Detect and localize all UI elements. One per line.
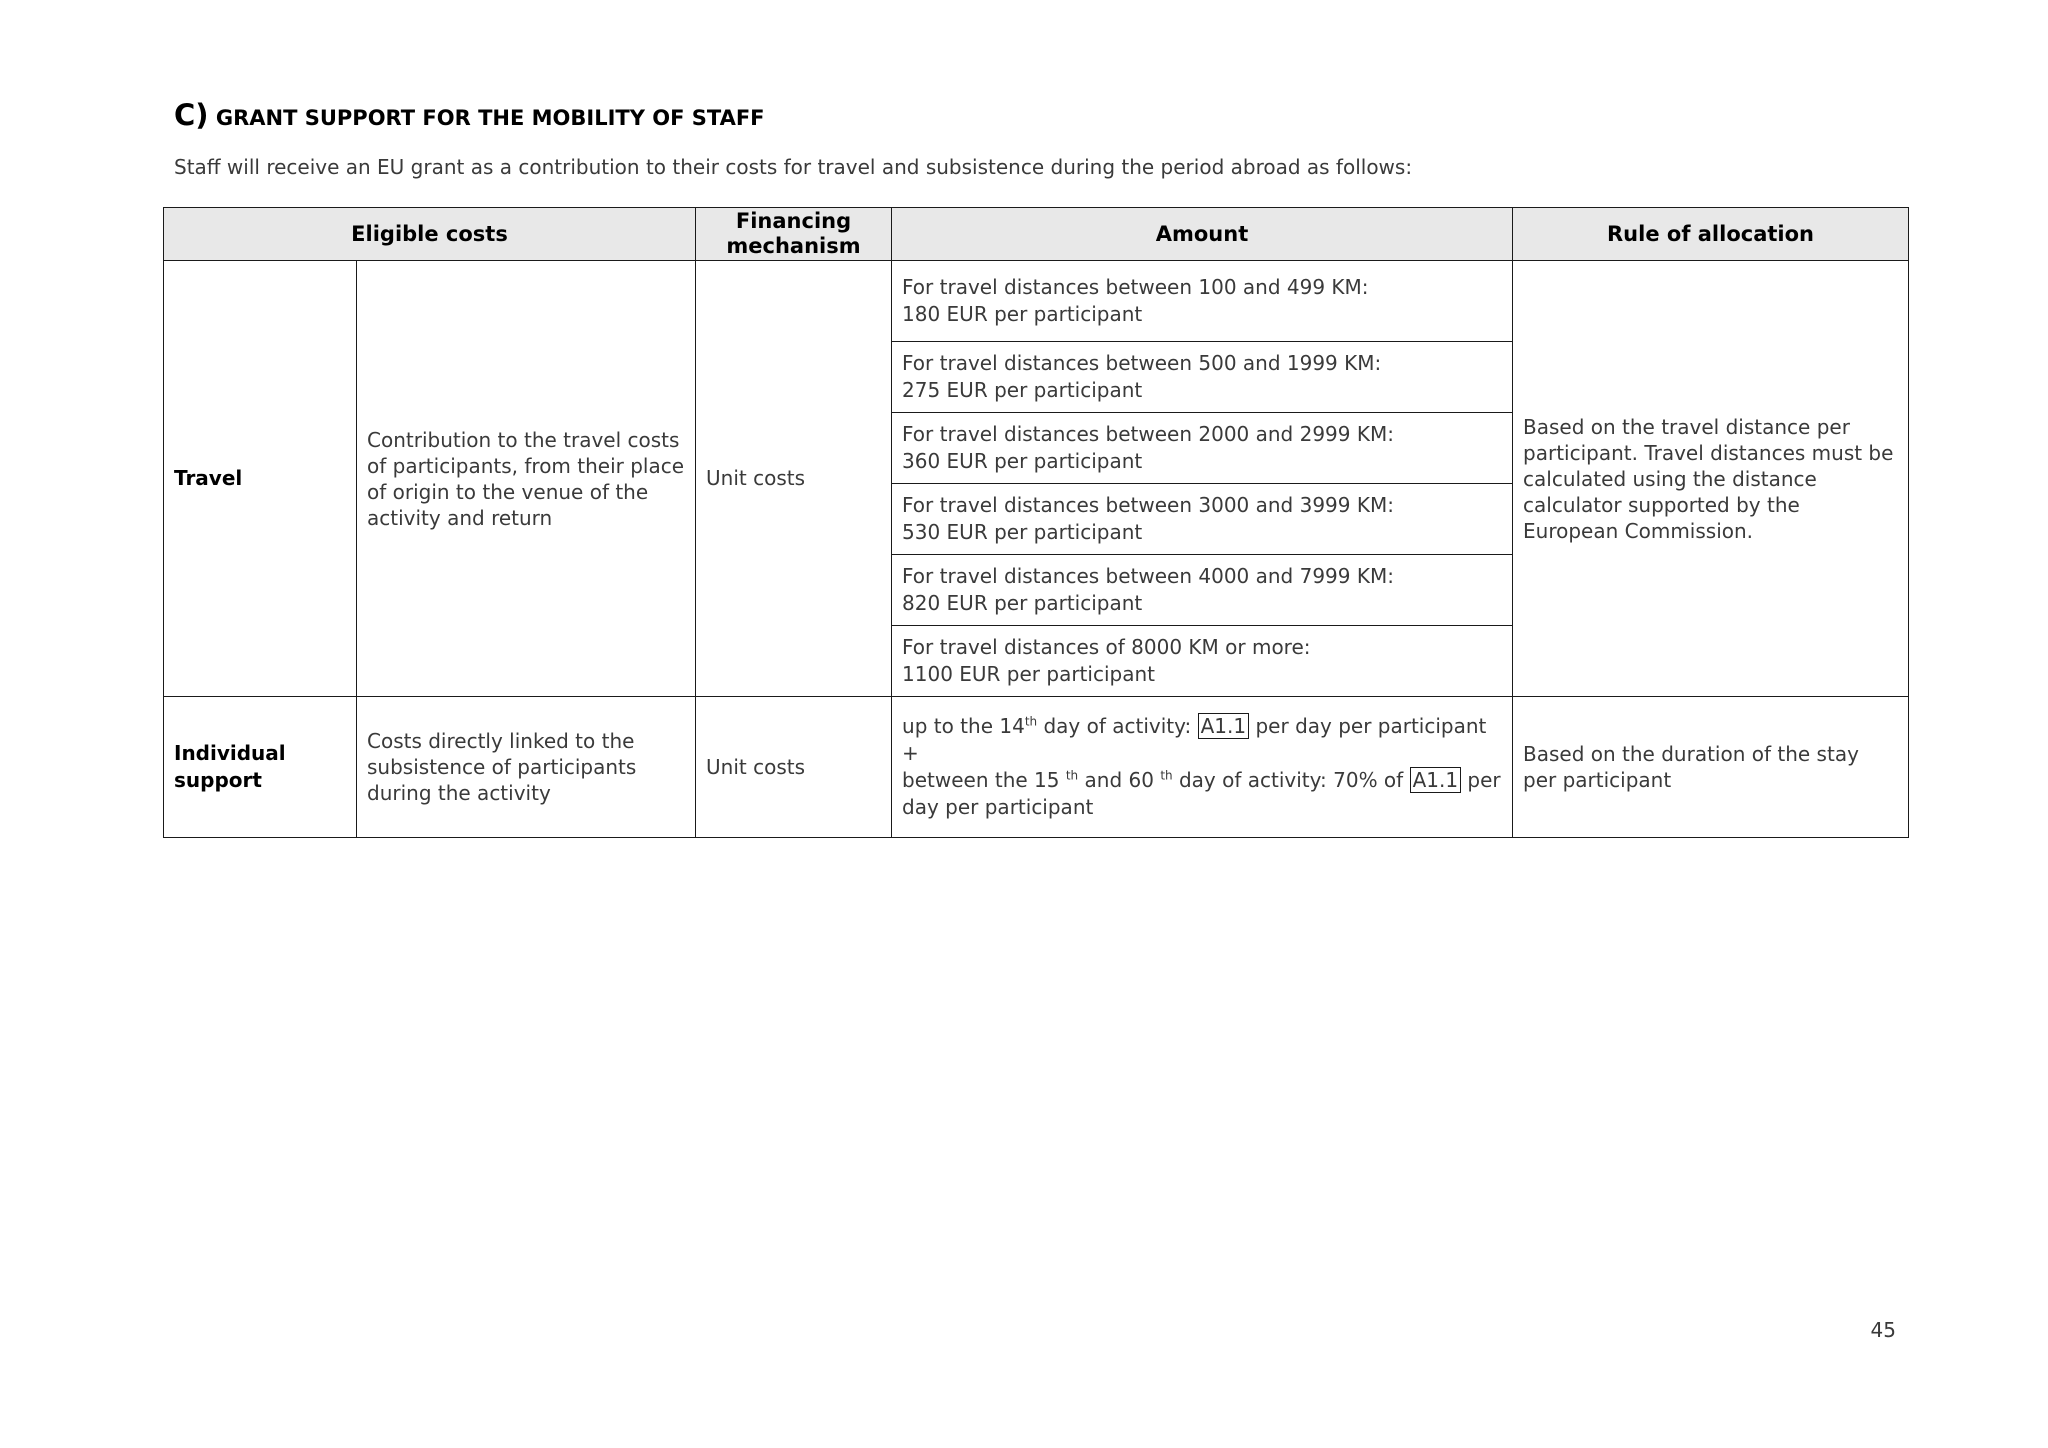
travel-amount-cell	[892, 626, 1513, 697]
amount-text: and 60	[1078, 768, 1161, 792]
individual-support-label-line2: support	[174, 768, 262, 792]
distance-band: For travel distances between 100 and 499 KM:	[902, 275, 1369, 299]
amount-value: 1100 EUR per participant	[902, 662, 1155, 686]
amount-text: per day per participant	[1249, 714, 1487, 738]
header-amount: Amount	[892, 208, 1513, 261]
amount-text: per day per participant	[902, 768, 1501, 819]
table-header-row	[164, 208, 1909, 261]
amount-text: between the 15	[902, 768, 1066, 792]
travel-amount-cell	[892, 484, 1513, 555]
distance-band: For travel distances between 500 and 1999 KM:	[902, 351, 1382, 375]
header-rule-of-allocation: Rule of allocation	[1513, 208, 1909, 261]
section-heading	[174, 98, 765, 132]
table-row	[164, 697, 1909, 838]
section-title: GRANT SUPPORT FOR THE MOBILITY OF STAFF	[215, 106, 765, 130]
reference-box: A1.1	[1198, 713, 1250, 739]
individual-support-label-line1: Individual	[174, 741, 286, 765]
ordinal-suffix: th	[1160, 768, 1173, 783]
individual-support-label	[164, 697, 357, 838]
intro-paragraph: Staff will receive an EU grant as a contribution to their costs for travel and subsistence during the period abroad as follows:	[174, 155, 1413, 179]
header-financing-mechanism: Financing mechanism	[696, 208, 892, 261]
amount-value: 820 EUR per participant	[902, 591, 1143, 615]
distance-band: For travel distances of 8000 KM or more:	[902, 635, 1311, 659]
header-eligible-costs: Eligible costs	[164, 208, 696, 261]
amount-value: 530 EUR per participant	[902, 520, 1143, 544]
amount-value: 360 EUR per participant	[902, 449, 1143, 473]
amount-text: day of activity:	[1037, 714, 1198, 738]
distance-band: For travel distances between 3000 and 3999 KM:	[902, 493, 1394, 517]
ordinal-suffix: th	[1065, 768, 1079, 783]
amount-plus: +	[902, 741, 919, 765]
travel-mechanism: Unit costs	[696, 261, 892, 697]
amount-text: day of activity: 70% of	[1172, 768, 1410, 792]
travel-description: Contribution to the travel costs of participants, from their place of origin to the venue of the activity and return	[357, 261, 696, 697]
ordinal-suffix: th	[1024, 714, 1038, 729]
amount-line-2	[902, 767, 1502, 821]
section-letter: C)	[174, 98, 209, 132]
distance-band: For travel distances between 4000 and 7999 KM:	[902, 564, 1394, 588]
individual-support-description: Costs directly linked to the subsistence of participants during the activity	[357, 697, 696, 838]
individual-support-amount	[892, 697, 1513, 838]
amount-text: up to the 14	[902, 714, 1025, 738]
travel-amount-cell	[892, 413, 1513, 484]
distance-band: For travel distances between 2000 and 2999 KM:	[902, 422, 1394, 446]
page-number: 45	[1870, 1318, 1896, 1342]
individual-support-mechanism: Unit costs	[696, 697, 892, 838]
table-row	[164, 261, 1909, 342]
amount-line-1	[902, 713, 1502, 740]
travel-amount-cell	[892, 342, 1513, 413]
amount-value: 275 EUR per participant	[902, 378, 1143, 402]
travel-rule: Based on the travel distance per participant. Travel distances must be calculated using the distance calculator supported by the European Commission.	[1513, 261, 1909, 697]
grant-table	[163, 207, 1909, 838]
travel-amount-cell	[892, 261, 1513, 342]
travel-label: Travel	[164, 261, 357, 697]
amount-value: 180 EUR per participant	[902, 302, 1143, 326]
individual-support-rule: Based on the duration of the stay per participant	[1513, 697, 1909, 838]
reference-box: A1.1	[1410, 767, 1462, 793]
travel-amount-cell	[892, 555, 1513, 626]
